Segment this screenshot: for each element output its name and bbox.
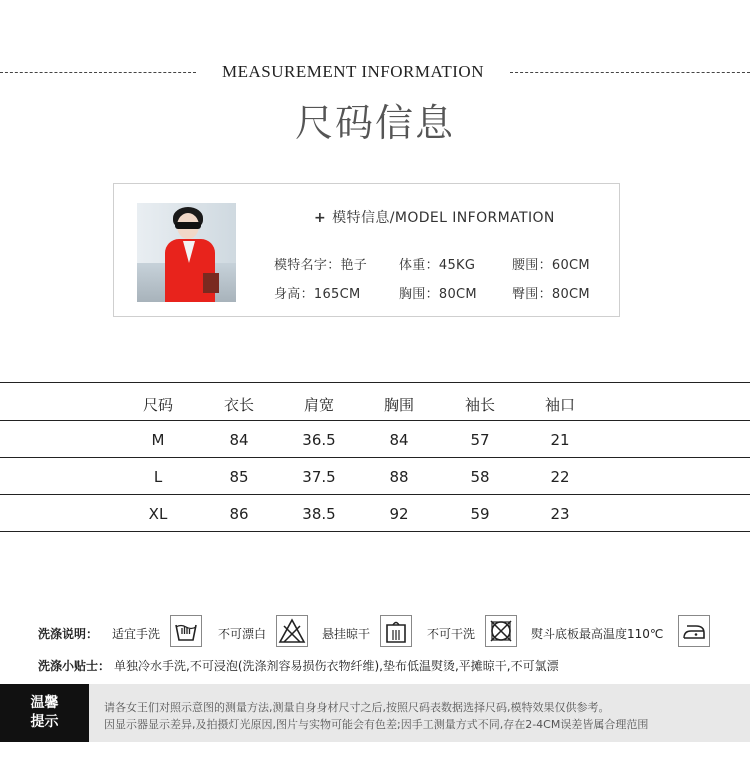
notice-badge [0,684,89,742]
table-cell: 36.5 [302,431,336,449]
table-cell: 21 [550,431,570,449]
care-tips-row [0,656,750,674]
table-cell: 88 [389,468,409,486]
care-iron-text: 熨斗底板最高温度110℃ [531,627,664,641]
model-photo [137,203,236,302]
table-header-cell: 肩宽 [303,396,334,414]
care-tips-label: 洗涤小贴士： [38,659,111,673]
table-cell: XL [148,505,168,523]
table-rule [0,457,750,458]
hang-dry-icon [380,615,412,647]
iron-icon [678,615,710,647]
table-header-cell: 尺码 [142,396,173,414]
table-cell: 86 [229,505,249,523]
table-cell: 38.5 [302,505,336,523]
care-instructions-row [0,614,750,648]
notice-badge-line2: 提示 [30,714,59,730]
table-cell: 84 [229,431,249,449]
table-rule [0,382,750,383]
plus-icon: + [314,210,327,226]
table-rule [0,420,750,421]
header-divider-left [0,72,196,73]
table-header-cell: 袖口 [544,396,575,414]
table-rule [0,531,750,532]
model-hip: 臀围：80CM [512,287,590,302]
table-header-cell: 衣长 [223,396,254,414]
model-weight: 体重：45KG [399,258,476,273]
header-divider-right [510,72,750,73]
table-cell: 58 [470,468,490,486]
model-waist: 腰围：60CM [512,258,590,273]
table-cell: 92 [389,505,409,523]
model-info-card [113,183,620,317]
care-label: 洗涤说明： [38,627,99,641]
table-cell: M [151,431,165,449]
care-tips-text: 单独冷水手洗,不可浸泡(洗涤剂容易损伤衣物纤维),垫布低温熨烫,平摊晾干,不可氯漂 [114,659,559,673]
model-bust: 胸围：80CM [399,287,477,302]
table-cell: L [153,468,163,486]
notice-line-2: 因显示器显示差异,及拍摄灯光原因,图片与实物可能会有色差;因手工测量方式不同,存在2-4CM误差皆属合理范围 [104,718,649,731]
table-cell: 22 [550,468,570,486]
notice-line-1: 请各女王们对照示意图的测量方法,测量自身身材尺寸之后,按照尺码表数据选择尺码,模特效果仅供参考。 [104,701,610,714]
table-rule [0,494,750,495]
table-cell: 57 [470,431,490,449]
table-cell: 84 [389,431,409,449]
notice-panel [0,684,750,742]
care-hand-wash-text: 适宜手洗 [112,627,161,641]
no-dry-clean-icon [485,615,517,647]
model-name: 模特名字：艳子 [274,258,368,273]
care-no-dry-clean-text: 不可干洗 [427,627,476,641]
care-no-bleach-text: 不可漂白 [218,627,267,641]
table-cell: 59 [470,505,490,523]
table-cell: 37.5 [302,468,336,486]
table-cell: 23 [550,505,570,523]
table-header-cell: 袖长 [464,396,495,414]
table-cell: 85 [229,468,249,486]
section-title-cn: 尺码信息 [294,101,455,145]
no-bleach-icon [276,615,308,647]
model-height: 身高：165CM [274,287,361,302]
notice-badge-line1: 温馨 [30,695,59,711]
care-hang-dry-text: 悬挂晾干 [322,627,371,641]
hand-wash-icon [170,615,202,647]
section-title-en: MEASUREMENT INFORMATION [222,62,484,81]
model-info-title: + 模特信息/MODEL INFORMATION [314,210,555,226]
table-header-cell: 胸围 [383,396,414,414]
